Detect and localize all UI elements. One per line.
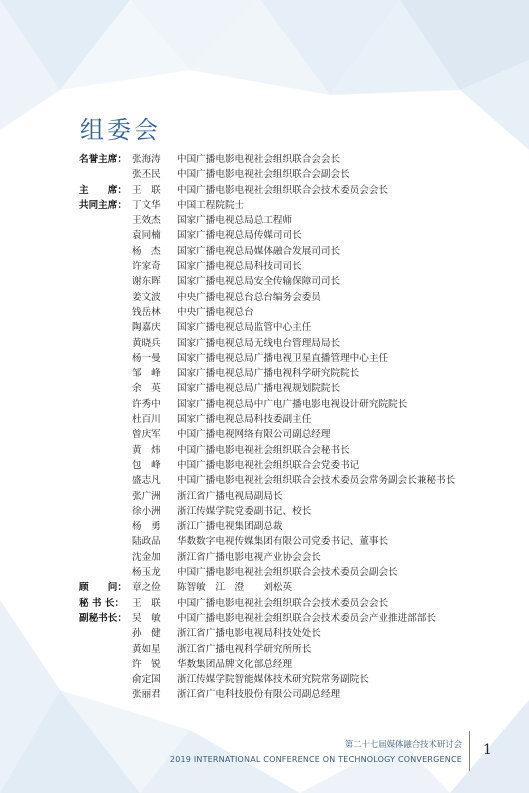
member-title: 浙江传媒学院党委副书记、校长 — [177, 505, 312, 517]
member-title: 浙江省广电科技股份有限公司副总经理 — [177, 689, 341, 701]
member-title: 浙江省广播电视局副局长 — [177, 490, 283, 502]
footer-divider — [469, 731, 470, 771]
member-role: 主 席： — [79, 184, 127, 196]
member-row — [79, 274, 509, 289]
member-title: 国家广播电视总局广播电视卫星直播管理中心主任 — [177, 352, 389, 364]
member-role — [79, 336, 132, 351]
member-row — [79, 580, 509, 595]
member-role — [79, 657, 132, 672]
member-row — [79, 381, 509, 396]
member-role — [79, 244, 132, 259]
member-role — [79, 381, 132, 396]
member-title: 中央广播电视总台 — [177, 306, 254, 318]
member-row — [79, 672, 509, 687]
member-row — [79, 611, 509, 626]
member-row — [79, 534, 509, 549]
member-row — [79, 351, 509, 366]
member-title: 国家广播电视总局总工程师 — [177, 215, 293, 227]
member-role — [79, 443, 132, 458]
member-role — [79, 213, 132, 228]
member-row — [79, 626, 509, 641]
member-name: 盛志凡 — [132, 475, 161, 487]
member-role — [79, 642, 132, 657]
member-name: 王 联 — [132, 597, 161, 609]
member-row — [79, 489, 509, 504]
member-role — [79, 473, 132, 488]
member-role: 顾 问： — [79, 582, 127, 594]
member-name: 沈金加 — [132, 551, 161, 563]
member-role — [79, 351, 132, 366]
member-name: 袁同楠 — [132, 230, 161, 242]
member-name: 丁文华 — [132, 199, 161, 211]
member-name: 杨 勇 — [132, 521, 161, 533]
member-name: 杨一曼 — [132, 352, 161, 364]
member-row — [79, 183, 509, 198]
member-role — [79, 489, 132, 504]
member-name: 钱岳林 — [132, 306, 161, 318]
footer — [160, 737, 462, 767]
member-row — [79, 687, 509, 702]
member-name: 邹 峰 — [132, 368, 161, 380]
member-role — [79, 519, 132, 534]
member-title: 华数数字电视传媒集团有限公司党委书记、董事长 — [177, 536, 389, 548]
member-role — [79, 290, 132, 305]
member-role — [79, 167, 132, 182]
member-name: 杜百川 — [132, 414, 161, 426]
member-role: 名誉主席： — [79, 154, 127, 165]
member-row — [79, 565, 509, 580]
member-row — [79, 167, 509, 182]
committee-list — [79, 152, 509, 703]
member-title: 中国广播电影电视社会组织联合会技术委员会会长 — [177, 184, 389, 196]
member-row — [79, 244, 509, 259]
member-row — [79, 596, 509, 611]
member-role — [79, 534, 132, 549]
member-role — [79, 228, 132, 243]
member-role: 秘 书 长： — [79, 597, 125, 609]
member-title: 国家广播电视总局科技司司长 — [177, 261, 302, 273]
member-title: 中国广播电影电视社会组织联合会技术委员会会长 — [177, 597, 389, 609]
member-row — [79, 458, 509, 473]
member-title: 中央广播电视总台总台编务会委员 — [177, 291, 321, 303]
member-title: 中国广播电影电视社会组织联合会技术委员会产业推进部部长 — [177, 612, 437, 624]
member-role — [79, 397, 132, 412]
member-name: 陆政品 — [132, 536, 161, 548]
member-row — [79, 443, 509, 458]
footer-conference-en: 2019 INTERNATIONAL CONFERENCE ON TECHNOLOGY CONVERGENCE — [169, 755, 462, 764]
member-title: 浙江省广播电影电视产业协会会长 — [177, 551, 321, 563]
member-row — [79, 642, 509, 657]
member-role: 共同主席： — [79, 199, 127, 211]
member-role — [79, 412, 132, 427]
member-title: 国家广播电视总局监管中心主任 — [177, 322, 312, 334]
member-name: 姜文波 — [132, 291, 161, 303]
member-title: 浙江传媒学院智能媒体技术研究院常务副院长 — [177, 674, 369, 686]
member-name: 陶嘉庆 — [132, 322, 161, 334]
member-role — [79, 626, 132, 641]
member-row — [79, 198, 509, 213]
member-title: 浙江省广播电视科学研究所所长 — [177, 643, 312, 655]
member-title: 中国广播电影电视社会组织联合会技术委员会副会长 — [177, 567, 398, 579]
member-role: 副秘书长： — [79, 612, 127, 624]
member-title: 国家广播电视总局媒体融合发展司司长 — [177, 245, 341, 257]
member-name: 张海涛 — [132, 154, 161, 165]
member-row — [79, 336, 509, 351]
member-name: 黄如星 — [132, 643, 161, 655]
member-row — [79, 320, 509, 335]
member-role — [79, 504, 132, 519]
member-row — [79, 152, 509, 167]
member-title: 中国广播电视网络有限公司副总经理 — [177, 429, 331, 441]
member-title: 国家广播电视总局中广电广播电影电视设计研究院院长 — [177, 398, 408, 410]
member-role — [79, 672, 132, 687]
member-role — [79, 687, 132, 702]
member-name: 张广洲 — [132, 490, 161, 502]
member-role — [79, 427, 132, 442]
member-title: 中国广播电影电视社会组织联合会会长 — [177, 154, 341, 165]
member-title: 中国广播电影电视社会组织联合会秘书长 — [177, 444, 350, 456]
member-row — [79, 305, 509, 320]
member-title: 中国广播电影电视社会组织联合会副会长 — [177, 169, 350, 181]
member-name: 吴 敏 — [132, 612, 161, 624]
page-title: 组委会 — [80, 116, 161, 144]
member-title: 浙江广播电视集团副总裁 — [177, 521, 283, 533]
member-row — [79, 412, 509, 427]
page-number: 1 — [483, 742, 492, 758]
member-name: 徐小洲 — [132, 505, 161, 517]
member-name: 王 联 — [132, 184, 161, 196]
member-name: 许 锐 — [132, 658, 161, 670]
member-role — [79, 274, 132, 289]
member-row — [79, 519, 509, 534]
member-name: 谢东晖 — [132, 276, 161, 288]
member-name: 张丕民 — [132, 169, 161, 181]
member-row — [79, 504, 509, 519]
member-title: 国家广播电视总局广播电视科学研究院院长 — [177, 368, 360, 380]
member-title: 浙江省广播电影电视局科技处处长 — [177, 628, 321, 640]
member-name: 包 峰 — [132, 459, 161, 471]
member-name: 曾庆军 — [132, 429, 161, 441]
member-row — [79, 366, 509, 381]
member-role — [79, 366, 132, 381]
member-name: 章之俭 — [132, 582, 161, 594]
member-title: 国家广播电视总局安全传输保障司司长 — [177, 276, 341, 288]
member-role — [79, 458, 132, 473]
member-row — [79, 228, 509, 243]
member-row — [79, 397, 509, 412]
member-row — [79, 259, 509, 274]
member-row — [79, 657, 509, 672]
member-name: 许家奇 — [132, 261, 161, 273]
member-name: 孙 健 — [132, 628, 161, 640]
member-name: 许秀中 — [132, 398, 161, 410]
member-title: 中国工程院院士 — [177, 199, 245, 211]
member-row — [79, 473, 509, 488]
member-row — [79, 290, 509, 305]
member-name: 黄晓兵 — [132, 337, 161, 349]
member-role — [79, 259, 132, 274]
member-name: 杨 杰 — [132, 245, 161, 257]
member-row — [79, 550, 509, 565]
member-role — [79, 320, 132, 335]
member-title: 华数集团品牌文化部总经理 — [177, 658, 293, 670]
member-row — [79, 427, 509, 442]
member-title: 中国广播电影电视社会组织联合会技术委员会常务副会长兼秘书长 — [177, 475, 456, 487]
member-title: 国家广播电视总局科技委副主任 — [177, 414, 312, 426]
member-title: 中国广播电影电视社会组织联合会党委书记 — [177, 459, 360, 471]
member-name: 杨玉龙 — [132, 567, 161, 579]
member-role — [79, 565, 132, 580]
member-title: 国家广播电视总局广播电视规划院院长 — [177, 383, 341, 395]
member-role — [79, 305, 132, 320]
footer-conference-cn: 第二十七届媒体融合技术研讨会 — [344, 739, 462, 749]
member-name: 黄 炜 — [132, 444, 161, 456]
member-name: 王效杰 — [132, 215, 161, 227]
member-title: 国家广播电视总局无线电台管理局局长 — [177, 337, 341, 349]
member-name: 张丽君 — [132, 689, 161, 701]
member-role — [79, 550, 132, 565]
member-name: 俞定国 — [132, 674, 161, 686]
member-title: 国家广播电视总局传媒司司长 — [177, 230, 302, 242]
member-name: 余 英 — [132, 383, 161, 395]
member-title: 陈智敏 江 澄 刘松英 — [177, 582, 293, 594]
member-row — [79, 213, 509, 228]
